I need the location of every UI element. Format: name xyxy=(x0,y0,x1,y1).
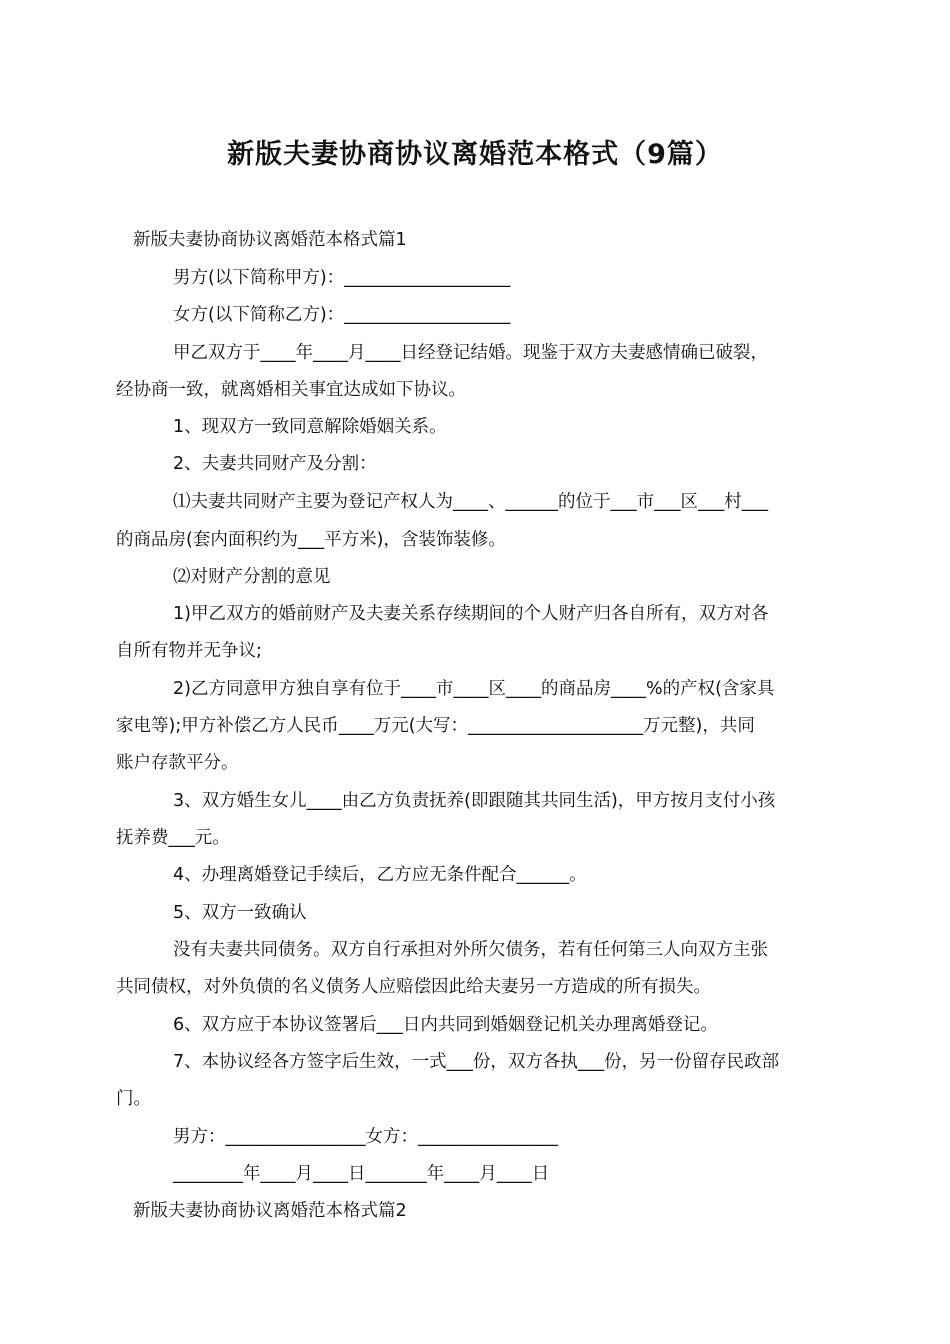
party-b-line: 女方(以下简称乙方)：___________________ xyxy=(173,305,511,325)
paragraph-line: 自所有物并无争议; xyxy=(116,641,262,661)
paragraph-line: 账户存款平分。 xyxy=(116,753,239,773)
paragraph-line: 没有夫妻共同债务。双方自行承担对外所欠债务，若有任何第三人向双方主张 xyxy=(173,940,768,960)
clause-5: 5、双方一致确认 xyxy=(173,903,307,923)
signature-line: 男方：________________女方：________________ xyxy=(173,1127,558,1147)
paragraph-line: 共同债权，对外负债的名义债务人应赔偿因此给夫妻另一方造成的所有损失。 xyxy=(116,977,711,997)
paragraph-line: ⑴夫妻共同财产主要为登记产权人为____、______的位于___市___区___村___ xyxy=(173,492,768,512)
date-line: ________年____月____日_______年____月____日 xyxy=(173,1164,550,1184)
paragraph-line: 经协商一致，就离婚相关事宜达成如下协议。 xyxy=(116,380,466,400)
paragraph-line: 3、双方婚生女儿____由乙方负责抚养(即跟随其共同生活)，甲方按月支付小孩 xyxy=(173,791,776,811)
paragraph-line: 甲乙双方于____年____月____日经登记结婚。现鉴于双方夫妻感情确已破裂， xyxy=(173,343,768,363)
party-a-line: 男方(以下简称甲方)：___________________ xyxy=(173,268,511,288)
paragraph-line: 的商品房(套内面积约为___平方米)，含装饰装修。 xyxy=(116,530,506,550)
clause-4: 4、办理离婚登记手续后，乙方应无条件配合______。 xyxy=(173,865,587,885)
paragraph-line: 门。 xyxy=(116,1089,151,1109)
clause-6: 6、双方应于本协议签署后___日内共同到婚姻登记机关办理离婚登记。 xyxy=(173,1015,718,1035)
paragraph-line: 抚养费___元。 xyxy=(116,828,230,848)
section-heading-2: 新版夫妻协商协议离婚范本格式篇2 xyxy=(133,1201,407,1221)
paragraph-line: 7、本协议经各方签字后生效，一式___份，双方各执___份，另一份留存民政部 xyxy=(173,1052,780,1072)
paragraph-line: 家电等);甲方补偿乙方人民币____万元(大写：____________________万元整)，共同 xyxy=(116,716,755,736)
paragraph-line: 1)甲乙双方的婚前财产及夫妻关系存续期间的个人财产归各自所有，双方对各 xyxy=(173,604,769,624)
paragraph-line: 2)乙方同意甲方独自享有位于____市____区____的商品房____%的产权(含家具 xyxy=(173,679,775,699)
section-heading-1: 新版夫妻协商协议离婚范本格式篇1 xyxy=(133,230,407,250)
document-title: 新版夫妻协商协议离婚范本格式（9篇） xyxy=(227,139,723,170)
clause-2: 2、夫妻共同财产及分割： xyxy=(173,454,377,474)
clause-2-2: ⑵对财产分割的意见 xyxy=(173,567,331,587)
clause-1: 1、现双方一致同意解除婚姻关系。 xyxy=(173,417,447,437)
